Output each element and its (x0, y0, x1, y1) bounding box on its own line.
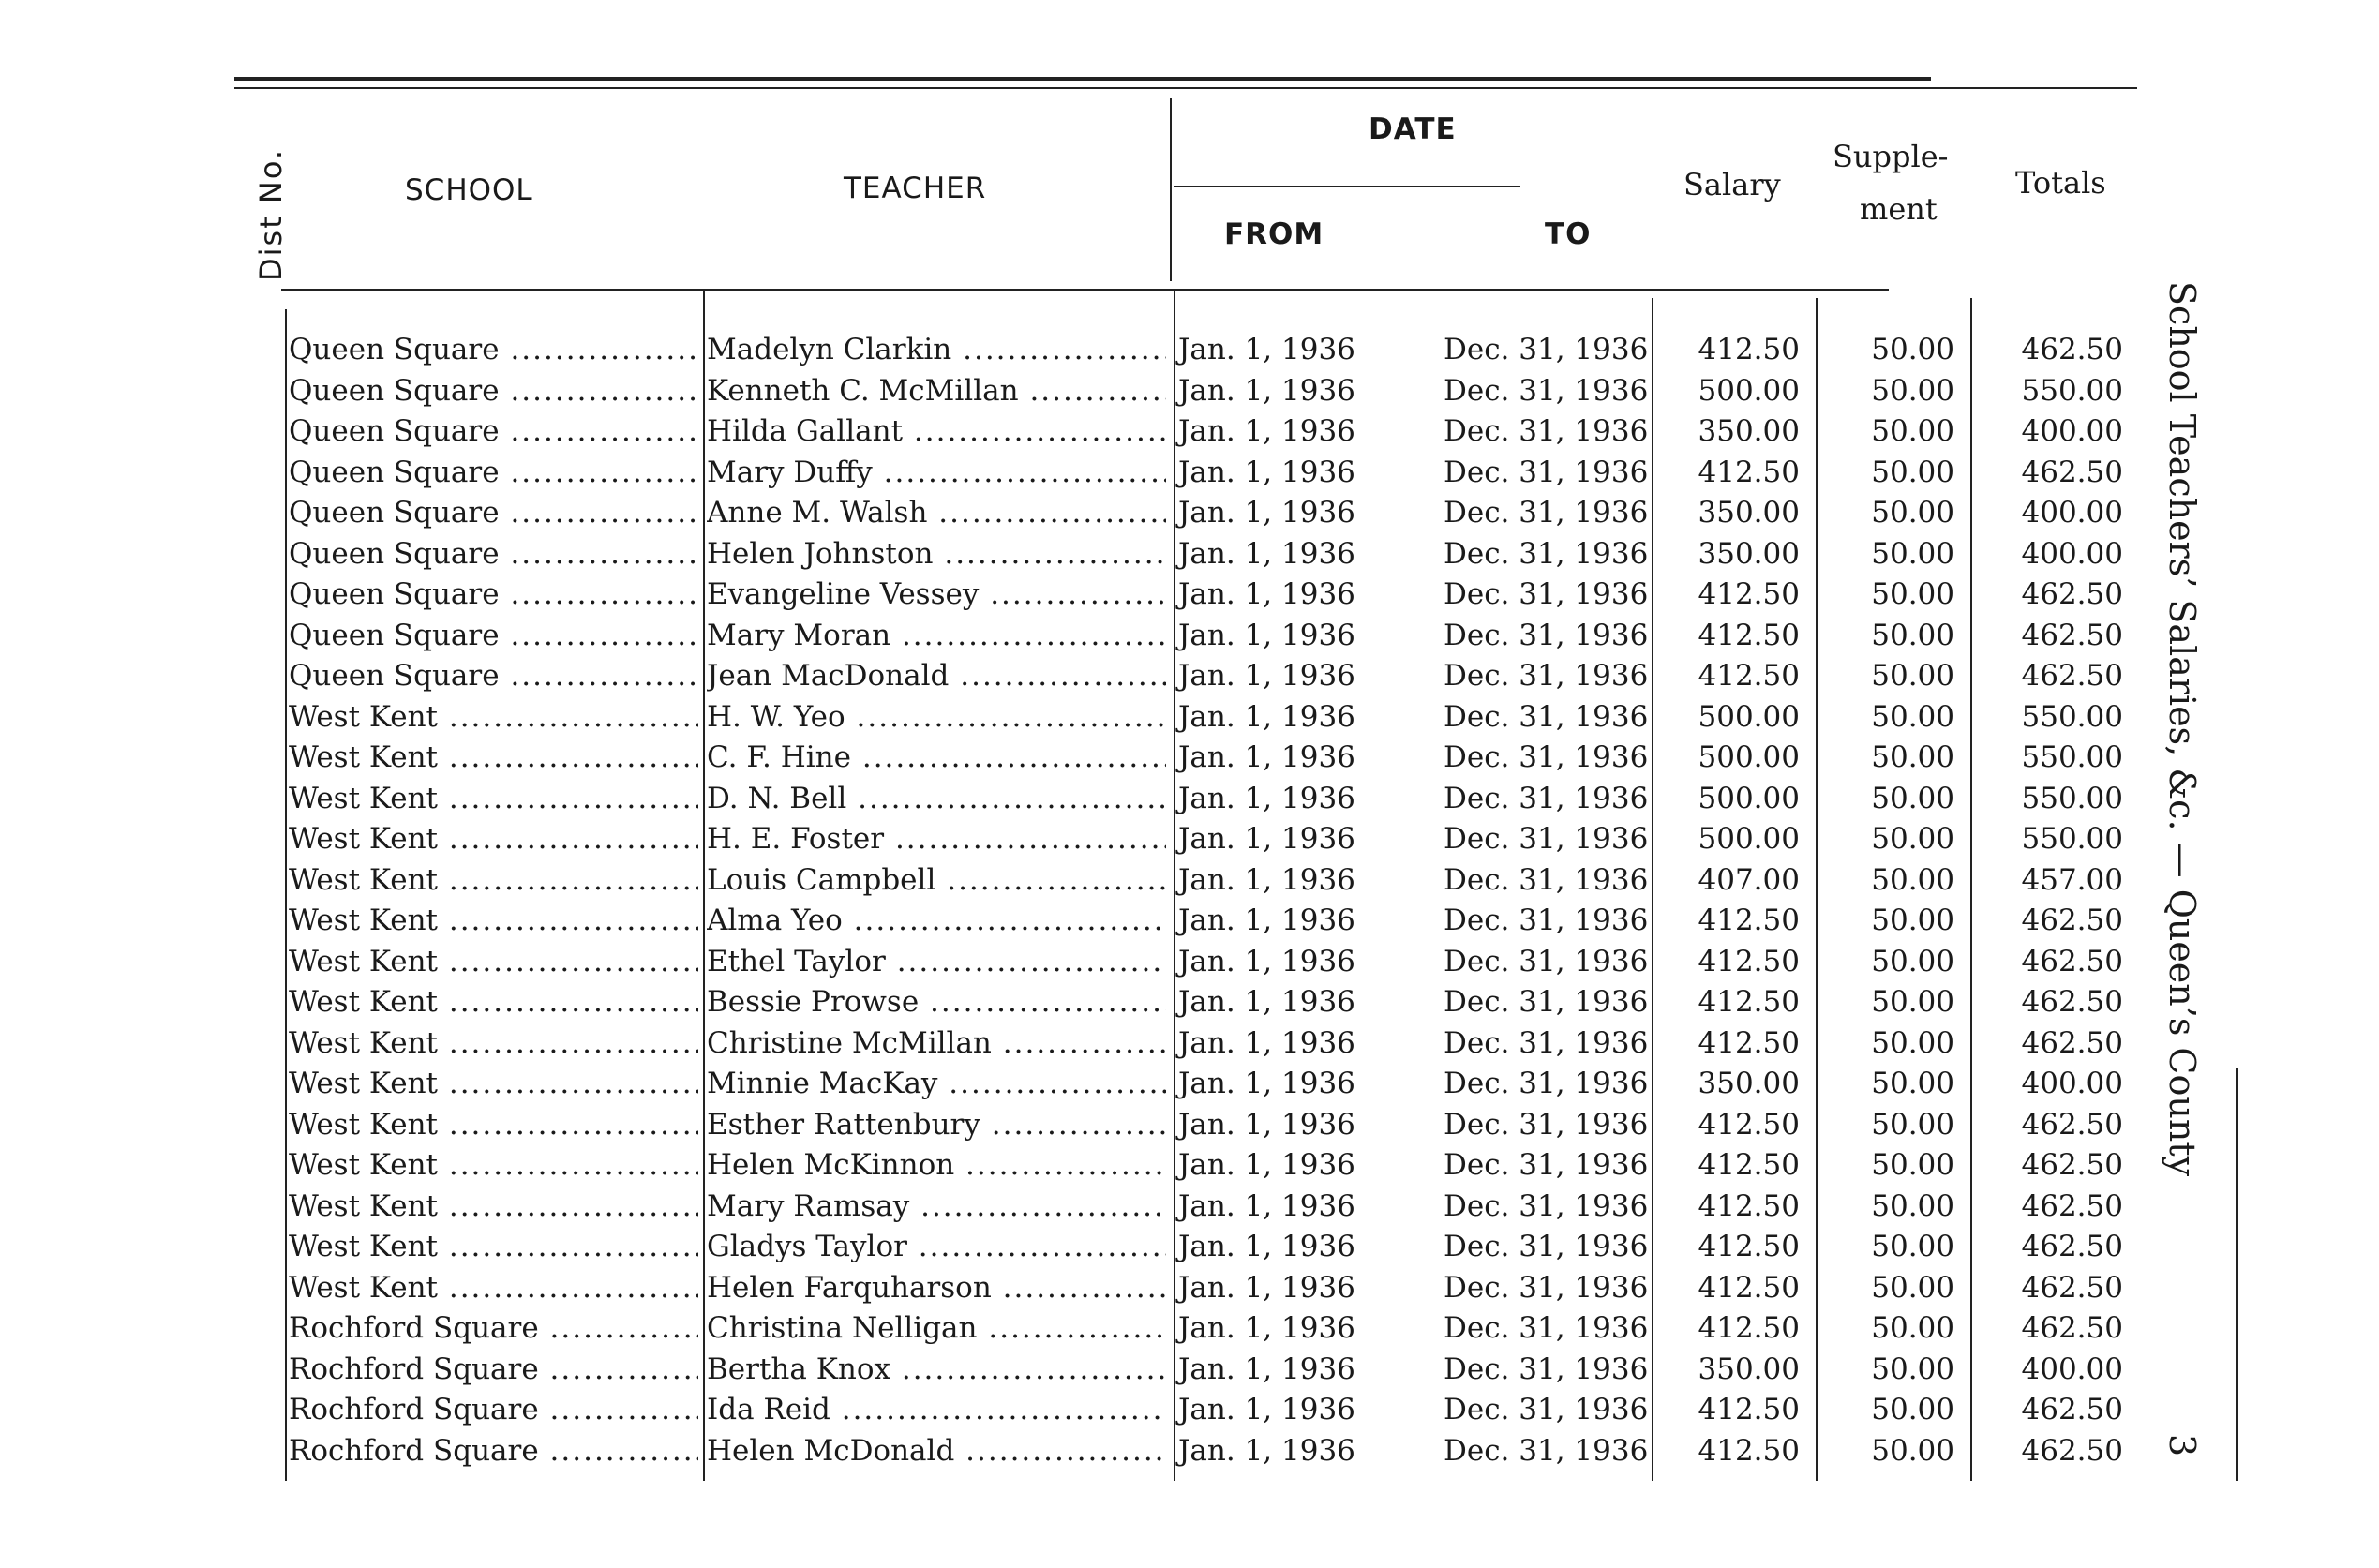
teacher-cell: Evangeline Vessey ..... (707, 575, 1166, 616)
total-cell: 462.50 (2021, 659, 2123, 693)
to-date-cell: Dec. 31, 1936 (1444, 1311, 1649, 1345)
salary-cell: 500.00 (1698, 822, 1800, 856)
teacher-cell: Mary Moran ..... (707, 616, 1166, 657)
salary-cell: 500.00 (1698, 373, 1800, 408)
salary-cell: 350.00 (1698, 1351, 1800, 1386)
school-cell: Queen Square ..... (289, 371, 698, 412)
from-date-cell: Jan. 1, 1936 (1178, 659, 1355, 693)
teacher-cell: Mary Duffy ..... (707, 453, 1166, 494)
school-cell: West Kent ..... (289, 819, 698, 860)
total-cell: 550.00 (2021, 373, 2123, 408)
table-row (0, 411, 2250, 453)
teacher-cell: Helen Johnston ..... (707, 534, 1166, 575)
from-date-cell: Jan. 1, 1936 (1178, 373, 1355, 408)
total-cell: 462.50 (2021, 333, 2123, 366)
supplement-cell: 50.00 (1871, 1270, 1954, 1305)
from-date-cell: Jan. 1, 1936 (1178, 496, 1355, 530)
supplement-cell: 50.00 (1871, 781, 1954, 815)
total-cell: 400.00 (2021, 1067, 2123, 1100)
supplement-cell: 50.00 (1871, 1351, 1954, 1386)
table-row (0, 819, 2250, 860)
from-date-cell: Jan. 1, 1936 (1178, 1025, 1355, 1060)
supplement-cell: 50.00 (1871, 1067, 1954, 1100)
school-cell: Queen Square ..... (289, 616, 698, 657)
teacher-cell: H. E. Foster ..... (707, 819, 1166, 860)
table-row (0, 1390, 2250, 1431)
teacher-cell: Helen Farquharson ..... (707, 1268, 1166, 1309)
table-row (0, 1268, 2250, 1309)
salary-cell: 412.50 (1698, 1148, 1800, 1182)
school-cell: West Kent ..... (289, 1023, 698, 1065)
supplement-cell: 50.00 (1871, 1230, 1954, 1263)
header-school: SCHOOL (405, 173, 533, 207)
school-cell: West Kent ..... (289, 1227, 698, 1268)
total-cell: 462.50 (2021, 1230, 2123, 1263)
school-cell: West Kent ..... (289, 1268, 698, 1309)
school-cell: West Kent ..... (289, 1145, 698, 1187)
salary-cell: 412.50 (1698, 1025, 1800, 1060)
table-row (0, 1023, 2250, 1065)
total-cell: 462.50 (2021, 455, 2123, 489)
from-date-cell: Jan. 1, 1936 (1178, 1270, 1355, 1305)
page-number: 3 (2162, 1434, 2203, 1457)
from-date-cell: Jan. 1, 1936 (1178, 455, 1355, 489)
supplement-cell: 50.00 (1871, 373, 1954, 408)
total-cell: 462.50 (2021, 1188, 2123, 1223)
total-cell: 400.00 (2021, 496, 2123, 530)
to-date-cell: Dec. 31, 1936 (1444, 1351, 1649, 1386)
school-cell: West Kent ..... (289, 738, 698, 779)
table-row (0, 656, 2250, 697)
from-date-cell: Jan. 1, 1936 (1178, 1107, 1355, 1142)
salary-cell: 350.00 (1698, 496, 1800, 530)
salary-cell: 500.00 (1698, 740, 1800, 774)
header-bottom-rule (281, 289, 1889, 291)
to-date-cell: Dec. 31, 1936 (1444, 1230, 1649, 1263)
header-from: FROM (1224, 217, 1324, 251)
salary-cell: 412.50 (1698, 1107, 1800, 1142)
table-row (0, 1064, 2250, 1105)
from-date-cell: Jan. 1, 1936 (1178, 577, 1355, 611)
total-cell: 550.00 (2021, 822, 2123, 856)
to-date-cell: Dec. 31, 1936 (1444, 1107, 1649, 1142)
teacher-cell: Anne M. Walsh ..... (707, 493, 1166, 534)
supplement-cell: 50.00 (1871, 659, 1954, 693)
total-cell: 462.50 (2021, 1393, 2123, 1426)
supplement-cell: 50.00 (1871, 944, 1954, 978)
to-date-cell: Dec. 31, 1936 (1444, 618, 1649, 652)
from-date-cell: Jan. 1, 1936 (1178, 1230, 1355, 1263)
total-cell: 400.00 (2021, 414, 2123, 448)
to-date-cell: Dec. 31, 1936 (1444, 699, 1649, 734)
from-date-cell: Jan. 1, 1936 (1178, 1311, 1355, 1345)
side-title: School Teachers’ Salaries, &c. — Queen’s County (2162, 281, 2203, 1177)
salary-cell: 412.50 (1698, 659, 1800, 693)
supplement-cell: 50.00 (1871, 536, 1954, 571)
from-date-cell: Jan. 1, 1936 (1178, 1433, 1355, 1468)
total-cell: 462.50 (2021, 1311, 2123, 1345)
supplement-cell: 50.00 (1871, 455, 1954, 489)
total-cell: 457.00 (2021, 862, 2123, 897)
to-date-cell: Dec. 31, 1936 (1444, 1067, 1649, 1100)
total-cell: 400.00 (2021, 536, 2123, 571)
supplement-cell: 50.00 (1871, 1148, 1954, 1182)
from-date-cell: Jan. 1, 1936 (1178, 699, 1355, 734)
salary-cell: 412.50 (1698, 903, 1800, 937)
table-row (0, 982, 2250, 1023)
from-date-cell: Jan. 1, 1936 (1178, 740, 1355, 774)
from-date-cell: Jan. 1, 1936 (1178, 536, 1355, 571)
school-cell: West Kent ..... (289, 697, 698, 739)
total-cell: 462.50 (2021, 1148, 2123, 1182)
salary-cell: 412.50 (1698, 1433, 1800, 1468)
supplement-cell: 50.00 (1871, 740, 1954, 774)
to-date-cell: Dec. 31, 1936 (1444, 659, 1649, 693)
teacher-cell: H. W. Yeo ..... (707, 697, 1166, 739)
school-cell: West Kent ..... (289, 779, 698, 820)
header-supplement-line1: Supple- (1833, 139, 1949, 174)
top-rule-thick (234, 77, 1931, 81)
teacher-cell: Helen McDonald ..... (707, 1431, 1166, 1472)
supplement-cell: 50.00 (1871, 1188, 1954, 1223)
salary-cell: 412.50 (1698, 618, 1800, 652)
supplement-cell: 50.00 (1871, 699, 1954, 734)
to-date-cell: Dec. 31, 1936 (1444, 1188, 1649, 1223)
teacher-cell: Jean MacDonald ..... (707, 656, 1166, 697)
teacher-cell: Alma Yeo ..... (707, 901, 1166, 942)
to-date-cell: Dec. 31, 1936 (1444, 1270, 1649, 1305)
teacher-cell: C. F. Hine ..... (707, 738, 1166, 779)
from-date-cell: Jan. 1, 1936 (1178, 1393, 1355, 1426)
table-row (0, 371, 2250, 412)
to-date-cell: Dec. 31, 1936 (1444, 333, 1649, 366)
header-salary: Salary (1683, 167, 1781, 202)
to-date-cell: Dec. 31, 1936 (1444, 455, 1649, 489)
teacher-cell: Gladys Taylor ..... (707, 1227, 1166, 1268)
supplement-cell: 50.00 (1871, 333, 1954, 366)
table-row (0, 1350, 2250, 1391)
to-date-cell: Dec. 31, 1936 (1444, 1148, 1649, 1182)
supplement-cell: 50.00 (1871, 862, 1954, 897)
salary-cell: 412.50 (1698, 985, 1800, 1019)
to-date-cell: Dec. 31, 1936 (1444, 985, 1649, 1019)
teacher-cell: Ida Reid ..... (707, 1390, 1166, 1431)
salary-cell: 500.00 (1698, 781, 1800, 815)
from-date-cell: Jan. 1, 1936 (1178, 333, 1355, 366)
teacher-cell: Kenneth C. McMillan ..... (707, 371, 1166, 412)
table-row (0, 1431, 2250, 1472)
from-date-cell: Jan. 1, 1936 (1178, 944, 1355, 978)
teacher-cell: D. N. Bell ..... (707, 779, 1166, 820)
table-row (0, 779, 2250, 820)
total-cell: 462.50 (2021, 1107, 2123, 1142)
total-cell: 550.00 (2021, 781, 2123, 815)
table-row (0, 697, 2250, 739)
header-supplement-line2: ment (1860, 191, 1938, 227)
supplement-cell: 50.00 (1871, 1433, 1954, 1468)
salary-cell: 407.00 (1698, 862, 1800, 897)
from-date-cell: Jan. 1, 1936 (1178, 1067, 1355, 1100)
school-cell: Queen Square ..... (289, 575, 698, 616)
to-date-cell: Dec. 31, 1936 (1444, 822, 1649, 856)
to-date-cell: Dec. 31, 1936 (1444, 1433, 1649, 1468)
table-row (0, 575, 2250, 616)
from-date-cell: Jan. 1, 1936 (1178, 862, 1355, 897)
total-cell: 400.00 (2021, 1351, 2123, 1386)
total-cell: 550.00 (2021, 699, 2123, 734)
table-row (0, 616, 2250, 657)
from-date-cell: Jan. 1, 1936 (1178, 414, 1355, 448)
to-date-cell: Dec. 31, 1936 (1444, 1393, 1649, 1426)
total-cell: 462.50 (2021, 577, 2123, 611)
school-cell: Queen Square ..... (289, 656, 698, 697)
supplement-cell: 50.00 (1871, 985, 1954, 1019)
supplement-cell: 50.00 (1871, 414, 1954, 448)
from-date-cell: Jan. 1, 1936 (1178, 618, 1355, 652)
school-cell: Queen Square ..... (289, 330, 698, 371)
salary-cell: 350.00 (1698, 1067, 1800, 1100)
school-cell: Queen Square ..... (289, 493, 698, 534)
to-date-cell: Dec. 31, 1936 (1444, 740, 1649, 774)
from-date-cell: Jan. 1, 1936 (1178, 822, 1355, 856)
teacher-cell: Louis Campbell ..... (707, 860, 1166, 902)
to-date-cell: Dec. 31, 1936 (1444, 862, 1649, 897)
to-date-cell: Dec. 31, 1936 (1444, 414, 1649, 448)
salary-cell: 412.50 (1698, 1311, 1800, 1345)
supplement-cell: 50.00 (1871, 1025, 1954, 1060)
from-date-cell: Jan. 1, 1936 (1178, 781, 1355, 815)
school-cell: West Kent ..... (289, 1105, 698, 1146)
to-date-cell: Dec. 31, 1936 (1444, 781, 1649, 815)
school-cell: Queen Square ..... (289, 411, 698, 453)
salary-cell: 412.50 (1698, 1393, 1800, 1426)
salary-cell: 412.50 (1698, 1188, 1800, 1223)
teacher-cell: Bessie Prowse ..... (707, 982, 1166, 1023)
table-row (0, 493, 2250, 534)
table-row (0, 1227, 2250, 1268)
table-row (0, 901, 2250, 942)
teacher-cell: Christine McMillan ..... (707, 1023, 1166, 1065)
table-row (0, 453, 2250, 494)
salary-cell: 350.00 (1698, 536, 1800, 571)
table-row (0, 1187, 2250, 1228)
header-divider-date (1170, 98, 1172, 281)
total-cell: 462.50 (2021, 985, 2123, 1019)
salary-cell: 412.50 (1698, 944, 1800, 978)
salary-cell: 500.00 (1698, 699, 1800, 734)
to-date-cell: Dec. 31, 1936 (1444, 373, 1649, 408)
from-date-cell: Jan. 1, 1936 (1178, 903, 1355, 937)
teacher-cell: Esther Rattenbury ..... (707, 1105, 1166, 1146)
header-to: TO (1545, 217, 1592, 251)
school-cell: Queen Square ..... (289, 453, 698, 494)
table-row (0, 1308, 2250, 1350)
to-date-cell: Dec. 31, 1936 (1444, 1025, 1649, 1060)
total-cell: 462.50 (2021, 1433, 2123, 1468)
total-cell: 462.50 (2021, 1025, 2123, 1060)
total-cell: 462.50 (2021, 1270, 2123, 1305)
supplement-cell: 50.00 (1871, 577, 1954, 611)
school-cell: West Kent ..... (289, 982, 698, 1023)
school-cell: West Kent ..... (289, 1064, 698, 1105)
header-teacher: TEACHER (844, 172, 987, 205)
school-cell: Rochford Square ..... (289, 1350, 698, 1391)
supplement-cell: 50.00 (1871, 1107, 1954, 1142)
teacher-cell: Bertha Knox ..... (707, 1350, 1166, 1391)
supplement-cell: 50.00 (1871, 1311, 1954, 1345)
to-date-cell: Dec. 31, 1936 (1444, 536, 1649, 571)
supplement-cell: 50.00 (1871, 903, 1954, 937)
date-underline (1174, 186, 1520, 187)
supplement-cell: 50.00 (1871, 1393, 1954, 1426)
salary-cell: 350.00 (1698, 414, 1800, 448)
header-date: DATE (1369, 112, 1457, 146)
header-totals: Totals (2015, 165, 2106, 201)
teacher-cell: Mary Ramsay ..... (707, 1187, 1166, 1228)
top-rule-thin (234, 87, 2137, 89)
from-date-cell: Jan. 1, 1936 (1178, 1148, 1355, 1182)
from-date-cell: Jan. 1, 1936 (1178, 1188, 1355, 1223)
supplement-cell: 50.00 (1871, 496, 1954, 530)
school-cell: West Kent ..... (289, 860, 698, 902)
teacher-cell: Madelyn Clarkin ..... (707, 330, 1166, 371)
from-date-cell: Jan. 1, 1936 (1178, 1351, 1355, 1386)
teacher-cell: Christina Nelligan ..... (707, 1308, 1166, 1350)
salary-cell: 412.50 (1698, 577, 1800, 611)
salary-cell: 412.50 (1698, 1230, 1800, 1263)
teacher-cell: Helen McKinnon ..... (707, 1145, 1166, 1187)
header-dist-no: Dist No. (253, 147, 289, 281)
to-date-cell: Dec. 31, 1936 (1444, 496, 1649, 530)
school-cell: West Kent ..... (289, 942, 698, 983)
table-body (0, 330, 2250, 1471)
side-title-rule (2236, 1068, 2238, 1481)
table-row (0, 738, 2250, 779)
school-cell: Rochford Square ..... (289, 1431, 698, 1472)
table-row (0, 942, 2250, 983)
to-date-cell: Dec. 31, 1936 (1444, 577, 1649, 611)
salary-cell: 412.50 (1698, 455, 1800, 489)
salary-cell: 412.50 (1698, 1270, 1800, 1305)
total-cell: 462.50 (2021, 903, 2123, 937)
teacher-cell: Minnie MacKay ..... (707, 1064, 1166, 1105)
supplement-cell: 50.00 (1871, 822, 1954, 856)
table-row (0, 1145, 2250, 1187)
table-row (0, 1105, 2250, 1146)
total-cell: 550.00 (2021, 740, 2123, 774)
teacher-cell: Hilda Gallant ..... (707, 411, 1166, 453)
table-row (0, 860, 2250, 902)
to-date-cell: Dec. 31, 1936 (1444, 903, 1649, 937)
school-cell: Rochford Square ..... (289, 1308, 698, 1350)
total-cell: 462.50 (2021, 618, 2123, 652)
school-cell: Queen Square ..... (289, 534, 698, 575)
from-date-cell: Jan. 1, 1936 (1178, 985, 1355, 1019)
supplement-cell: 50.00 (1871, 618, 1954, 652)
school-cell: Rochford Square ..... (289, 1390, 698, 1431)
teacher-cell: Ethel Taylor ..... (707, 942, 1166, 983)
school-cell: West Kent ..... (289, 901, 698, 942)
table-row (0, 534, 2250, 575)
to-date-cell: Dec. 31, 1936 (1444, 944, 1649, 978)
table-row (0, 330, 2250, 371)
salary-cell: 412.50 (1698, 333, 1800, 366)
total-cell: 462.50 (2021, 944, 2123, 978)
school-cell: West Kent ..... (289, 1187, 698, 1228)
